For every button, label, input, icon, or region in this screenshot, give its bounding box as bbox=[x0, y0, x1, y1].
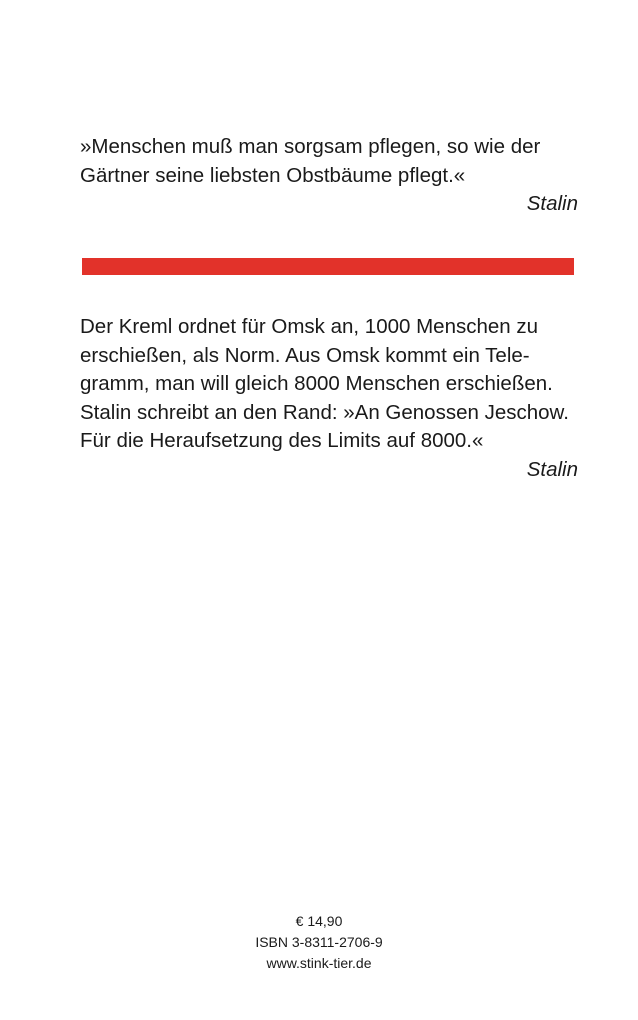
quote-text bbox=[80, 133, 578, 190]
quote-block-omsk bbox=[80, 313, 578, 485]
quote-attribution: Stalin bbox=[526, 192, 578, 216]
quote-text bbox=[80, 313, 578, 456]
quote-line: Der Kreml ordnet für Omsk an, 1000 Menschen zu bbox=[80, 315, 539, 338]
quote-attribution: Stalin bbox=[526, 457, 578, 481]
website-label: www.stink-tier.de bbox=[266, 955, 372, 971]
quote-line: Stalin schreibt an den Rand: »An Genossen Jeschow. bbox=[80, 400, 569, 424]
quote-line: Gärtner seine liebsten Obstbäume pflegt.« bbox=[80, 163, 466, 187]
quote-block-gardener bbox=[80, 133, 578, 219]
quote-line: gramm, man will gleich 8000 Menschen erschießen. bbox=[80, 372, 553, 396]
quote-line: »Menschen muß man sorgsam pflegen, so wie der bbox=[80, 135, 541, 158]
price-label: € 14,90 bbox=[295, 913, 343, 929]
red-divider-bar bbox=[82, 258, 574, 275]
isbn-label: ISBN 3-8311-2706-9 bbox=[255, 934, 383, 950]
quote-line: Für die Heraufsetzung des Limits auf 8000.« bbox=[80, 429, 484, 453]
imprint-block bbox=[0, 911, 638, 974]
quote-line: erschießen, als Norm. Aus Omsk kommt ein Tele- bbox=[80, 343, 530, 367]
